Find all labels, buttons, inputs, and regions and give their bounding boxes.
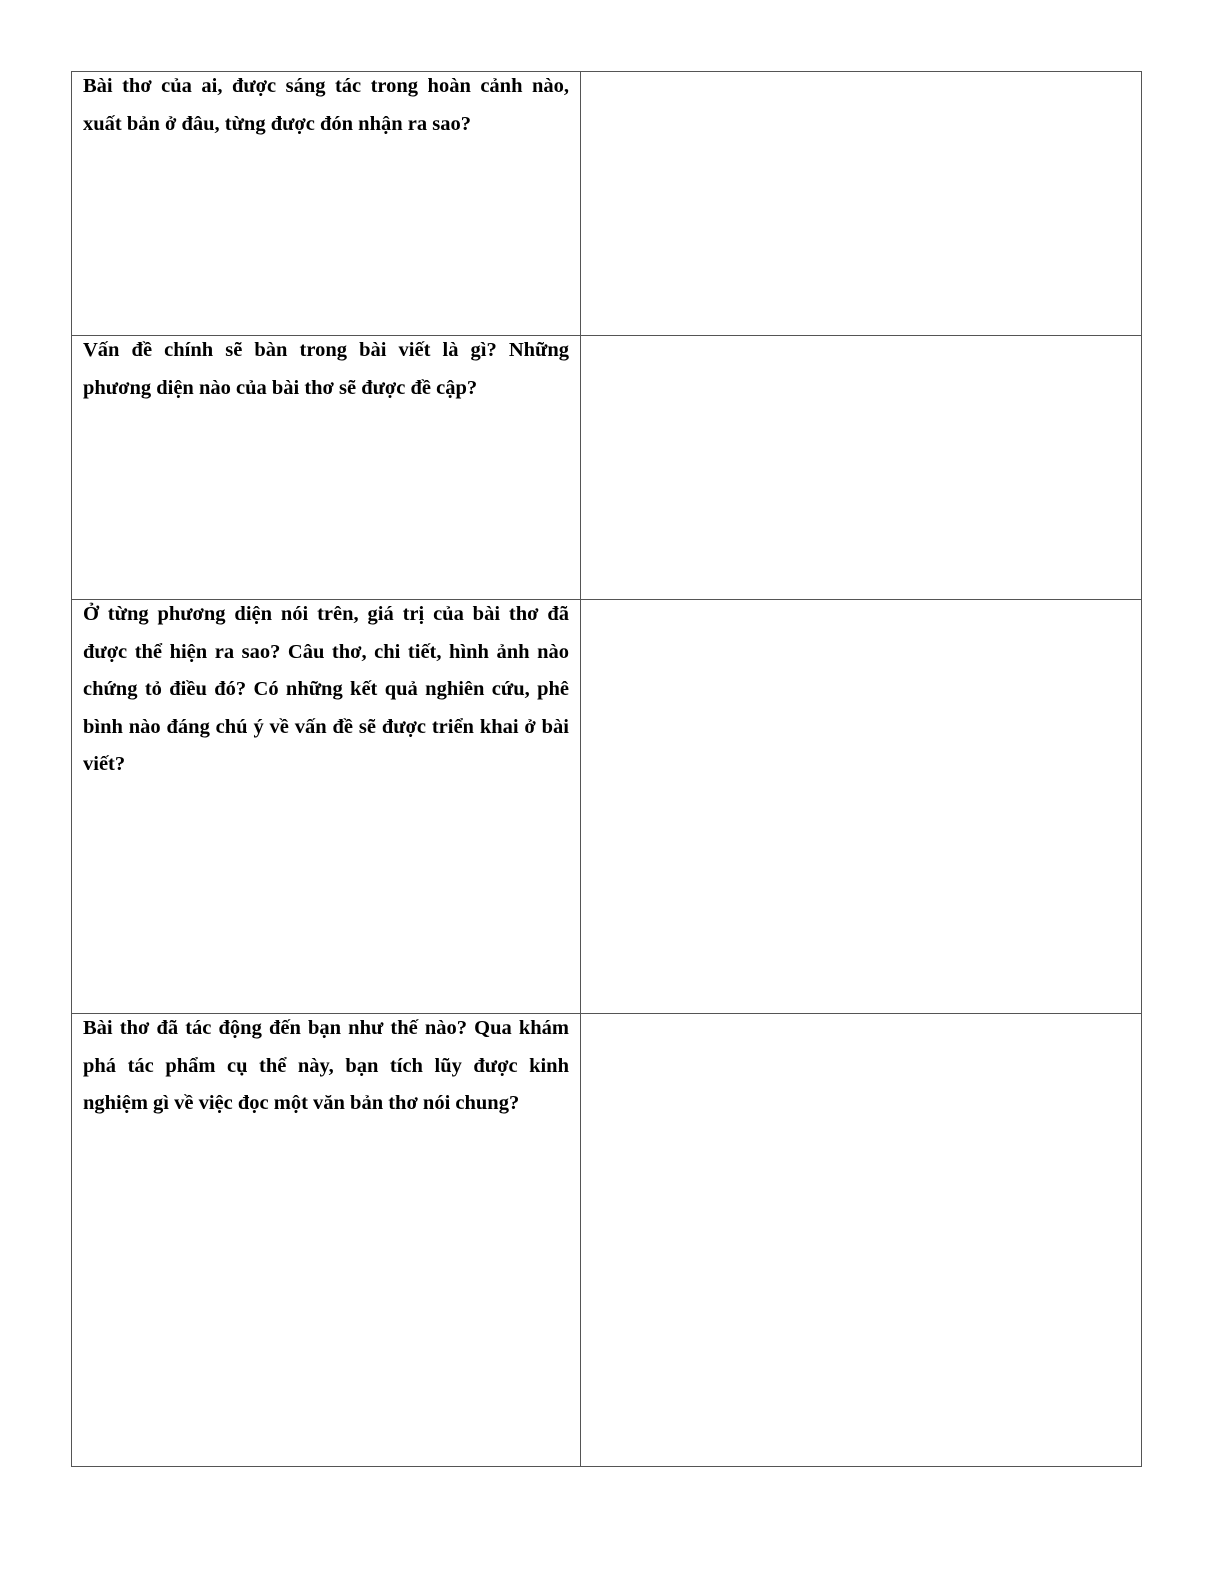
- table-row: [72, 1014, 1142, 1467]
- answer-cell[interactable]: [581, 72, 1142, 336]
- answer-cell[interactable]: [581, 1014, 1142, 1467]
- question-cell: [72, 1014, 581, 1467]
- question-text: Bài thơ đã tác động đến bạn như thế nào? Qua khám phá tác phẩm cụ thể này, bạn tích lũy được kinh nghiệm gì về việc đọc một văn bản thơ nói chung?: [83, 1017, 569, 1114]
- question-text: Bài thơ của ai, được sáng tác trong hoàn cảnh nào, xuất bản ở đâu, từng được đón nhận ra sao?: [83, 75, 569, 135]
- question-text: Ở từng phương diện nói trên, giá trị của bài thơ đã được thể hiện ra sao? Câu thơ, chi tiết, hình ảnh nào chứng tỏ điều đó? Có những kết quả nghiên cứu, phê bình nào đáng chú ý về vấn đề sẽ được triển khai ở bài viết?: [83, 603, 569, 775]
- question-text: Vấn đề chính sẽ bàn trong bài viết là gì? Những phương diện nào của bài thơ sẽ được đề cập?: [83, 339, 569, 399]
- table-row: [72, 336, 1142, 600]
- answer-cell[interactable]: [581, 600, 1142, 1014]
- question-cell: [72, 72, 581, 336]
- answer-cell[interactable]: [581, 336, 1142, 600]
- question-cell: [72, 336, 581, 600]
- table-row: [72, 600, 1142, 1014]
- worksheet-table: [71, 71, 1142, 1467]
- question-cell: [72, 600, 581, 1014]
- table-row: [72, 72, 1142, 336]
